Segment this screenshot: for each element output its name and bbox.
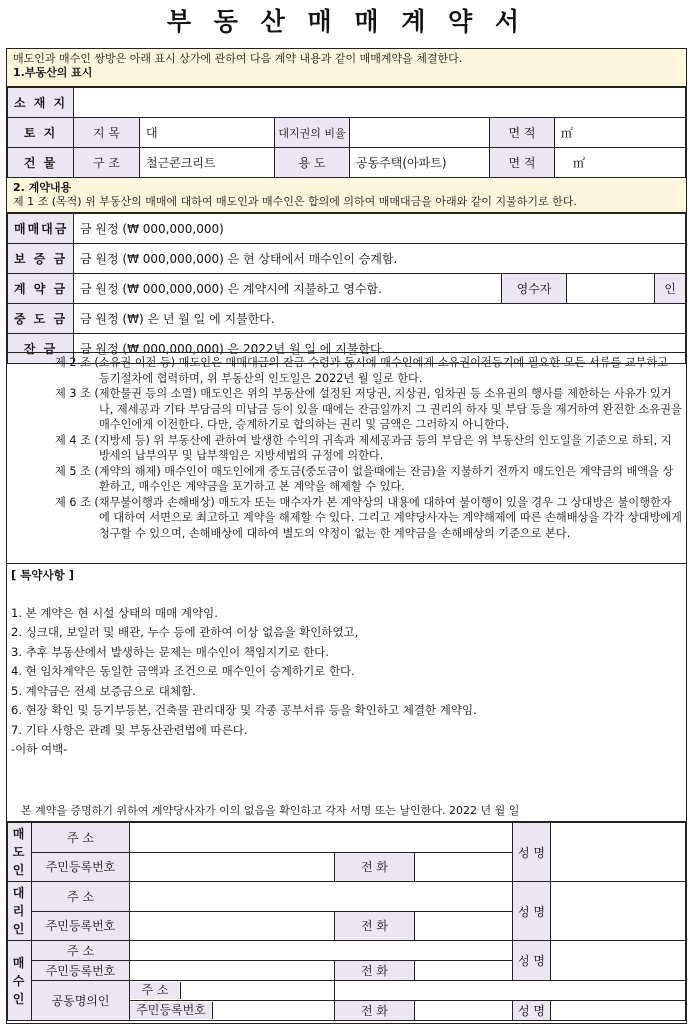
page-title: 부 동 산 매 매 계 약 서: [166, 7, 527, 36]
property-table: [7, 87, 686, 178]
intro-header: [7, 49, 686, 87]
clause-item: 제 4 조 (지방세 등) 위 부동산에 관하여 발생한 수익의 귀속과 제세공과금 등의 부담은 위 부동산의 인도일을 기준으로 하되, 지방세의 납부의무 및 납부책임은 지방세법의 규정에 의한다.: [55, 433, 672, 462]
agent-phone-field[interactable]: [415, 911, 513, 941]
payment-text[interactable]: 금 원정 (₩ 000,000,000): [74, 214, 686, 244]
proof-statement: 본 계약을 증명하기 위하여 계약당사자가 이의 없음을 확인하고 각자 서명 또는 날인한다. 2022 년 월 일: [7, 804, 686, 822]
receipt-label: 영수자: [502, 274, 567, 304]
co-buyer-phone-label: 전 화: [335, 1001, 415, 1021]
section2-title: 2. 계약내용: [13, 181, 72, 194]
land-right-label: 대지권의 비율: [275, 118, 350, 148]
co-buyer-address-cell: [130, 981, 335, 1001]
agent-label: 대리인: [8, 882, 32, 941]
co-buyer-address-field[interactable]: [335, 981, 686, 1001]
co-buyer-id-label: 주민등록번호: [130, 1002, 213, 1019]
building-area-field[interactable]: ㎡: [555, 148, 686, 178]
payment-label: 계 약 금: [8, 274, 74, 304]
special-terms: [7, 564, 686, 796]
payment-text[interactable]: 금 원정 (₩ 000,000,000) 은 2022년 월 일 에 지불한다.: [74, 334, 686, 364]
land-category-field[interactable]: 대: [140, 118, 275, 148]
structure-label: 구 조: [74, 148, 140, 178]
agent-sign-field[interactable]: [551, 882, 686, 941]
co-buyer-phone-field[interactable]: [415, 1001, 513, 1021]
land-area-label: 면 적: [490, 118, 555, 148]
seller-phone-label: 전 화: [335, 852, 415, 882]
seal-label: 인: [655, 274, 686, 304]
use-label: 용 도: [275, 148, 350, 178]
co-buyer-sign-label: 성 명: [513, 1001, 551, 1021]
payment-table: [7, 213, 686, 364]
agent-address-label: 주 소: [32, 882, 130, 912]
payment-label: 매매대금: [8, 214, 74, 244]
buyer-address-label: 주 소: [32, 941, 130, 961]
payment-text[interactable]: 금 원정 (₩ 000,000,000) 은 계약시에 지불하고 영수함.: [74, 274, 502, 304]
section2-desc: 제 1 조 (목적) 위 부동산의 매매에 대하여 매도인과 매수인은 합의에 의하여 매매대금을 아래와 같이 지불하기로 한다.: [13, 195, 577, 208]
special-item: 6. 현장 확인 및 등기부등본, 건축물 관리대장 및 각종 공부서류 등을 확인하고 체결한 계약임.: [11, 703, 477, 717]
land-category-label: 지 목: [74, 118, 140, 148]
buyer-address-field[interactable]: [130, 941, 513, 961]
buyer-id-field[interactable]: [130, 961, 335, 981]
buyer-label: 매수인: [8, 941, 32, 1021]
intro-text: 매도인과 매수인 쌍방은 아래 표시 상가에 관하여 다음 계약 내용과 같이 매매계약을 체결한다.: [13, 52, 463, 65]
seller-phone-field[interactable]: [415, 852, 513, 882]
special-item: 1. 본 계약은 현 시설 상태의 매매 계약임.: [11, 605, 218, 620]
agent-id-label: 주민등록번호: [32, 911, 130, 941]
payment-text[interactable]: 금 원정 (₩ 000,000,000) 은 현 상태에서 매수인이 승계함.: [74, 244, 686, 274]
co-buyer-id-cell: [130, 1001, 335, 1021]
structure-field[interactable]: 철근콘크리트: [140, 148, 275, 178]
agent-phone-label: 전 화: [335, 911, 415, 941]
contract-form: [6, 48, 687, 1024]
co-buyer-label: 공동명의인: [32, 981, 130, 1021]
buyer-sign-field[interactable]: [551, 941, 686, 981]
agent-sign-label: 성 명: [513, 882, 551, 941]
building-label: 건 물: [8, 148, 74, 178]
seller-id-label: 주민등록번호: [32, 852, 130, 882]
receipt-field[interactable]: [567, 274, 655, 304]
location-field[interactable]: [74, 88, 686, 118]
co-buyer-address-label: 주 소: [130, 982, 181, 999]
payment-label: 잔 금: [8, 334, 74, 364]
clause-item: 제 3 조 (제한물권 등의 소멸) 매도인은 위의 부동산에 설정된 저당권, 지상권, 임차권 등 소유권의 행사를 제한하는 사유가 있거나, 제세공과 기타 부담금의 미납금 등이 있을 때에는 잔금일까지 그 권리의 하자 및 부담 등을 제거하여 완전한 소유권을 매수인에게 이전한다. 다만, 승계하기로 합의하는 권리 및 금액은 그러하지 아니한다.: [55, 387, 682, 431]
payment-label: 보 증 금: [8, 244, 74, 274]
clause-item: 제 5 조 (계약의 해제) 매수인이 매도인에게 중도금(중도금이 없을때에는 잔금)을 지불하기 전까지 매도인은 계약금의 배액을 상환하고, 매수인은 계약금을 포기하고 본 계약을 해제할 수 있다.: [55, 464, 674, 493]
land-label: 토 지: [8, 118, 74, 148]
clause-item: 제 6 조 (채무불이행과 손해배상) 매도자 또는 매수자가 본 계약상의 내용에 대하여 불이행이 있을 경우 그 상대방은 불이행한자에 대하여 서면으로 최고하고 계약을 해제할 수 있다. 그리고 계약당사자는 계약해제에 따른 손해배상을 각각 상대방에게 청구할 수 있으며, 손해배상에 대하여 별도의 약정이 없는 한 계약금을 손해배상의 기준으로 본다.: [55, 495, 682, 540]
buyer-phone-field[interactable]: [415, 961, 513, 981]
signature-table: [7, 822, 686, 1021]
special-title: [ 특약사항 ]: [11, 568, 74, 582]
special-item: 3. 추후 부동산에서 발생하는 문제는 매수인이 책임지기로 한다.: [11, 644, 329, 659]
agent-id-field[interactable]: [130, 911, 335, 941]
buyer-phone-label: 전 화: [335, 961, 415, 981]
special-item: 4. 현 임차계약은 동일한 금액과 조건으로 매수인이 승계하기로 한다.: [11, 664, 355, 678]
land-right-field[interactable]: [350, 118, 490, 148]
co-buyer-sign-field[interactable]: [551, 1001, 686, 1021]
building-area-label: 면 적: [490, 148, 555, 178]
seller-id-field[interactable]: [130, 852, 335, 882]
special-item: -이하 여백-: [11, 742, 68, 756]
seller-address-label: 주 소: [32, 823, 130, 853]
clause-item: 제 2 조 (소유권 이전 등) 매도인은 매매대금의 잔금 수령과 동시에 매수인에게 소유권이전등기에 필요한 모든 서류를 교부하고 등기절차에 협력하며, 위 부동산의 인도일은 2022년 월 일로 한다.: [55, 356, 669, 385]
seller-label: 매도인: [8, 823, 32, 882]
payment-text[interactable]: 금 원정 (₩) 은 년 월 일 에 지불한다.: [74, 304, 686, 334]
seller-sign-label: 성 명: [513, 823, 551, 882]
payment-label: 중 도 금: [8, 304, 74, 334]
special-item: 2. 싱크대, 보일러 및 배관, 누수 등에 관하여 이상 없음을 확인하였고,: [11, 625, 359, 639]
use-field[interactable]: 공동주택(아파트): [350, 148, 490, 178]
buyer-id-label: 주민등록번호: [32, 961, 130, 981]
buyer-sign-label: 성 명: [513, 941, 551, 981]
seller-address-field[interactable]: [130, 823, 513, 853]
special-item: 5. 계약금은 전세 보증금으로 대체함.: [11, 683, 196, 698]
seller-sign-field[interactable]: [551, 823, 686, 882]
land-area-field[interactable]: ㎡: [555, 118, 686, 148]
location-label: 소 재 지: [8, 88, 74, 118]
section1-title: 1.부동산의 표시: [13, 66, 93, 79]
contract-clauses: [7, 352, 686, 564]
agent-address-field[interactable]: [130, 882, 513, 912]
section2-header: [7, 177, 686, 213]
special-item: 7. 기타 사항은 관례 및 부동산관련법에 따른다.: [11, 722, 248, 737]
